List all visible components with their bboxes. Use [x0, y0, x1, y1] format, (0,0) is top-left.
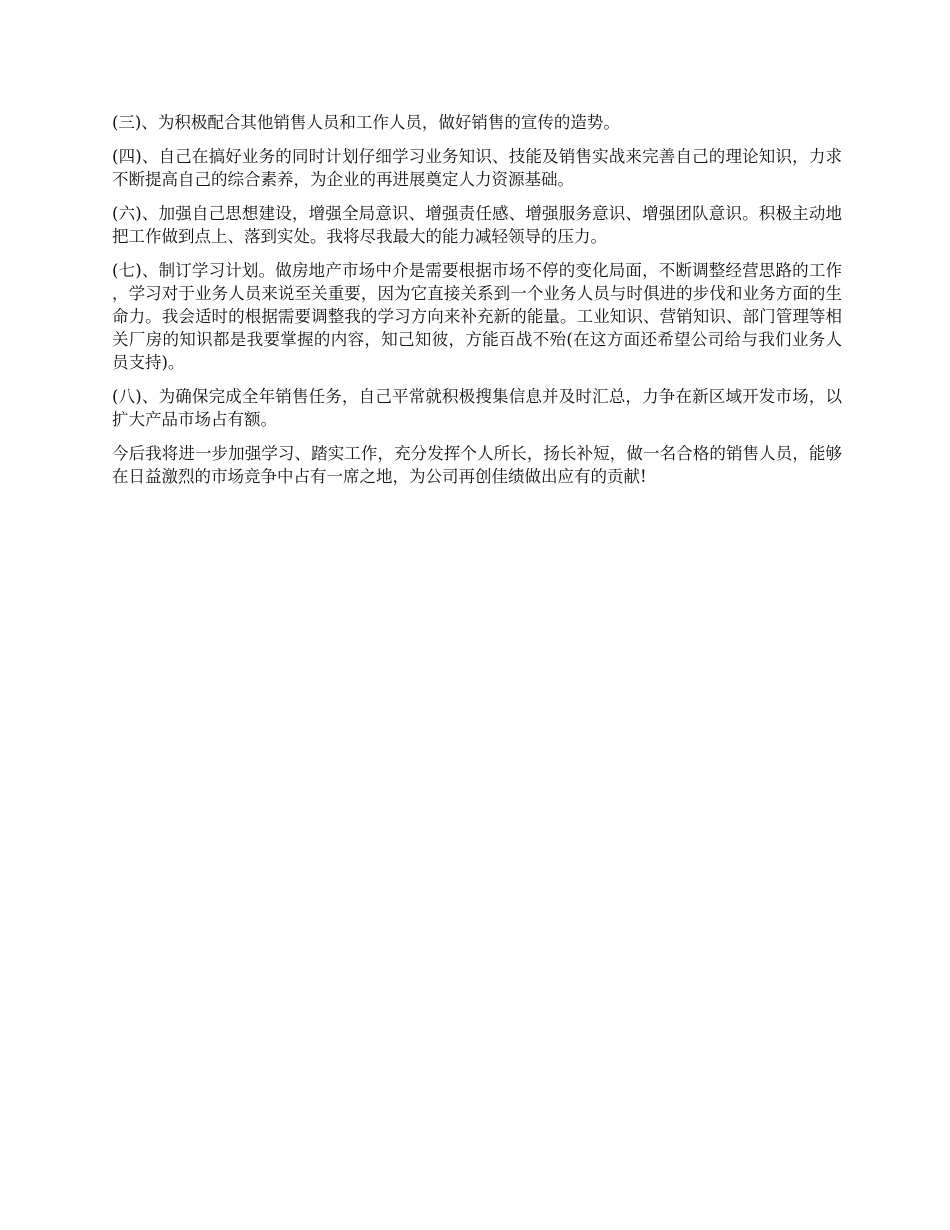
- document-body: [112, 111, 842, 499]
- paragraph-conclusion: 今后我将进一步加强学习、踏实工作，充分发挥个人所长，扬长补短，做一名合格的销售人员，能够在日益激烈的市场竞争中占有一席之地，为公司再创佳绩做出应有的贡献!: [112, 444, 842, 486]
- paragraph-item-3: (三)、为积极配合其他销售人员和工作人员，做好销售的宣传的造势。: [112, 113, 620, 132]
- paragraph-item-7: (七)、制订学习计划。做房地产市场中介是需要根据市场不停的变化局面，不断调整经营思路的工作，学习对于业务人员来说至关重要，因为它直接关系到一个业务人员与时俱进的步伐和业务方面的生命力。我会适时的根据需要调整我的学习方向来补充新的能量。工业知识、营销知识、部门管理等相关厂房的知识都是我要掌握的内容，知己知彼，方能百战不殆(在这方面还希望公司给与我们业务人员支持)。: [112, 261, 842, 372]
- paragraph-item-4: (四)、自己在搞好业务的同时计划仔细学习业务知识、技能及销售实战来完善自己的理论知识，力求不断提高自己的综合素养，为企业的再进展奠定人力资源基础。: [112, 147, 842, 189]
- paragraph-item-8: (八)、为确保完成全年销售任务，自己平常就积极搜集信息并及时汇总，力争在新区域开发市场，以扩大产品市场占有额。: [112, 387, 842, 429]
- paragraph-item-6: (六)、加强自己思想建设，增强全局意识、增强责任感、增强服务意识、增强团队意识。积极主动地把工作做到点上、落到实处。我将尽我最大的能力减轻领导的压力。: [112, 204, 842, 246]
